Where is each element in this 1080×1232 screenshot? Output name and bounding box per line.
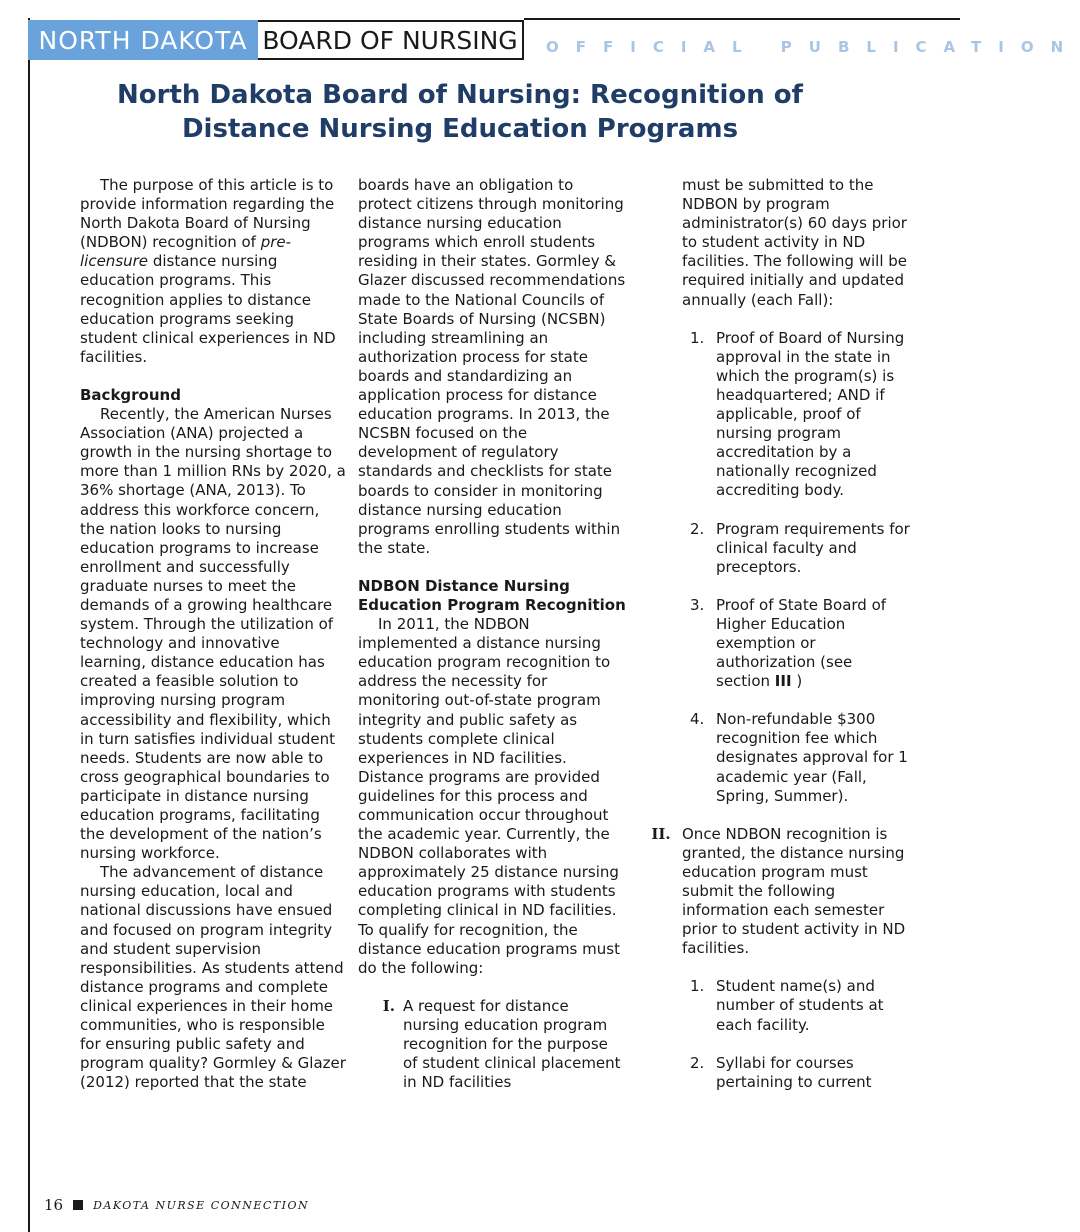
article-title-line-2: Distance Nursing Education Programs bbox=[181, 114, 739, 144]
list-item bbox=[690, 329, 910, 501]
page-frame-left-rule bbox=[28, 18, 30, 1232]
masthead bbox=[28, 20, 524, 60]
requirements-list-2 bbox=[690, 977, 910, 1091]
page-footer bbox=[44, 1196, 309, 1214]
section-reference: III bbox=[774, 672, 792, 691]
ndbon-heading-line-1: NDBON Distance Nursing bbox=[358, 576, 570, 595]
background-paragraph-1: Recently, the American Nurses Association (ANA) projected a growth in the nursing shortage to more than 1 million RNs by 2020, a 36% shortage (ANA, 2013). To address this workforce concern, the nation looks to nursing education programs to increase enrollment and successfully graduate nurses to meet the demands of a growing healthcare system. Through the utilization of technology and innovative learning, distance education has created a feasible solution to improving nursing program accessibility and flexibility, which in turn satisfies individual student needs. Students are now able to cross geographical boundaries to participate in distance nursing education programs, facilitating the development of the nation’s nursing workforce. bbox=[80, 405, 346, 863]
background-heading: Background bbox=[80, 385, 181, 404]
list-item-number: 2. bbox=[690, 519, 705, 538]
ndbon-heading-line-2: Education Program Recognition bbox=[358, 595, 626, 614]
roman-item-1-text: A request for distance nursing education program recognition for the purpose of student clinical placement in ND facilities bbox=[403, 996, 621, 1092]
list-item-number: 2. bbox=[690, 1053, 705, 1072]
intro-emphasis: pre-licensure bbox=[80, 233, 292, 271]
masthead-board-label: BOARD OF NURSING bbox=[258, 20, 524, 60]
article-title bbox=[100, 78, 820, 146]
intro-paragraph bbox=[80, 176, 348, 367]
roman-item-1 bbox=[358, 997, 626, 1092]
page-number: 16 bbox=[44, 1196, 64, 1214]
list-item-text-a: Proof of State Board of Higher Education exemption or authorization (see section bbox=[716, 595, 887, 691]
list-item bbox=[690, 977, 910, 1034]
list-item bbox=[690, 520, 910, 577]
official-publication-label: OFFICIAL PUBLICATION bbox=[546, 38, 1080, 56]
square-bullet-icon bbox=[73, 1200, 83, 1210]
column-2 bbox=[358, 176, 626, 1092]
roman-item-2 bbox=[640, 825, 910, 959]
list-item-number: 3. bbox=[690, 595, 705, 614]
intro-text-a: The purpose of this article is to provide information regarding the North Dakota Board of Nursing (NDBON) recognition of bbox=[80, 176, 335, 252]
list-item-number: 4. bbox=[690, 710, 705, 729]
list-item bbox=[690, 596, 910, 691]
list-item-text: Proof of Board of Nursing approval in the state in which the program(s) is headquartered; AND if applicable, proof of nursing program accreditation by a nationally recognized accrediting body. bbox=[716, 328, 905, 500]
intro-text-b: distance nursing education programs. This recognition applies to distance education programs seeking student clinical experiences in ND facilities. bbox=[80, 252, 336, 366]
column-1 bbox=[80, 176, 348, 1092]
list-item bbox=[690, 710, 910, 805]
masthead-state-label: NORTH DAKOTA bbox=[28, 20, 258, 60]
magazine-name: DAKOTA NURSE CONNECTION bbox=[93, 1198, 310, 1212]
page-frame-top-rule bbox=[524, 18, 960, 20]
roman-item-1-continued: must be submitted to the NDBON by program administrator(s) 60 days prior to student activity in ND facilities. The following will be required initially and updated annually (each Fall): bbox=[682, 176, 908, 309]
list-item-text-c: ) bbox=[791, 672, 803, 691]
list-item-number: 1. bbox=[690, 328, 705, 347]
article-title-line-1: North Dakota Board of Nursing: Recognition of bbox=[117, 80, 803, 110]
requirements-list-1 bbox=[690, 329, 910, 806]
list-item-text bbox=[716, 596, 910, 691]
background-paragraph-2: The advancement of distance nursing education, local and national discussions have ensued and focused on program integrity and student supervision responsibilities. As students attend distance programs and complete clinical experiences in their home communities, who is responsible for ensuring public safety and program quality? Gormley & Glazer (2012) reported that the state bbox=[80, 863, 346, 1092]
roman-item-2-text: Once NDBON recognition is granted, the distance nursing education program must submit the following information each semester prior to student activity in ND facilities. bbox=[682, 824, 906, 958]
column-2-paragraph-2: In 2011, the NDBON implemented a distance nursing education program recognition to address the necessity for monitoring out-of-state program integrity and public safety as students complete clinical experiences in ND facilities. Distance programs are provided guidelines for this process and communication occur throughout the academic year. Currently, the NDBON collaborates with approximately 25 distance nursing education programs with students completing clinical in ND facilities. To qualify for recognition, the distance education programs must do the following: bbox=[358, 615, 620, 977]
list-item-text: Non-refundable $300 recognition fee which designates approval for 1 academic year (Fall, Spring, Summer). bbox=[716, 710, 908, 805]
column-3 bbox=[640, 176, 910, 1092]
list-item-text: Syllabi for courses pertaining to current bbox=[716, 1053, 872, 1091]
roman-item-2-number: II. bbox=[651, 824, 671, 843]
list-item-number: 1. bbox=[690, 977, 705, 996]
roman-item-1-number: I. bbox=[382, 996, 395, 1015]
list-item-text: Student name(s) and number of students at each facility. bbox=[716, 977, 884, 1034]
column-2-paragraph-1: boards have an obligation to protect citizens through monitoring distance nursing education programs which enroll students residing in their states. Gormley & Glazer discussed recommendations made to the National Councils of State Boards of Nursing (NCSBN) including streamlining an authorization process for state boards and standardizing an application process for distance education programs. In 2013, the NCSBN focused on the development of regulatory standards and checklists for state boards to consider in monitoring distance nursing education programs enrolling students within the state. bbox=[358, 176, 626, 557]
list-item-text: Program requirements for clinical faculty and preceptors. bbox=[716, 519, 910, 576]
list-item bbox=[690, 1054, 910, 1092]
